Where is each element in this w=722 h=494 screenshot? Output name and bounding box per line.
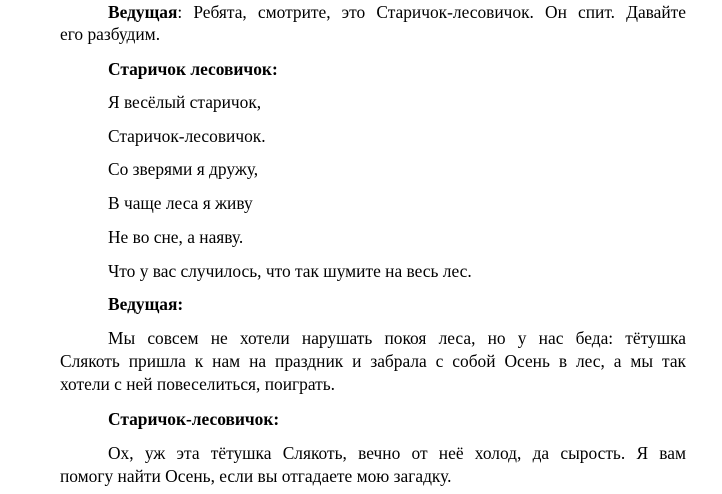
paragraph-line: Ох, уж эта тётушка Слякоть, вечно от неё холод, да сырость. Я вам: [108, 443, 686, 463]
poem-line: В чаще леса я живу: [108, 193, 253, 213]
narrator-line-2: его разбудим.: [60, 24, 161, 44]
speaker-heading-starichok-2: Старичок-лесовичок:: [108, 409, 280, 429]
paragraph-line: хотели с ней повеселиться, поиграть.: [60, 374, 336, 394]
poem-line: Я весёлый старичок,: [108, 92, 262, 112]
poem-line: Что у вас случилось, что так шумите на весь лес.: [108, 261, 472, 281]
poem-line: Со зверями я дружу,: [108, 159, 259, 179]
speaker-heading-starichok: Старичок лесовичок:: [108, 59, 278, 79]
paragraph-line: помогу найти Осень, если вы отгадаете мою загадку.: [60, 466, 452, 486]
poem-line: Не во сне, а наяву.: [108, 227, 244, 247]
narrator-line-1: [108, 2, 686, 22]
poem-line: Старичок-лесовичок.: [108, 126, 266, 146]
paragraph-line: Слякоть пришла к нам на праздник и забрала с собой Осень в лес, а мы так: [60, 351, 686, 371]
paragraph-line: Мы совсем не хотели нарушать покоя леса, но у нас беда: тётушка: [108, 328, 686, 348]
narrator-text: : Ребята, смотрите, это Старичок-лесовичок. Он спит. Давайте: [177, 2, 686, 22]
speaker-heading-vedushchaya: Ведущая:: [108, 294, 184, 314]
speaker-label: Ведущая: [108, 2, 178, 22]
